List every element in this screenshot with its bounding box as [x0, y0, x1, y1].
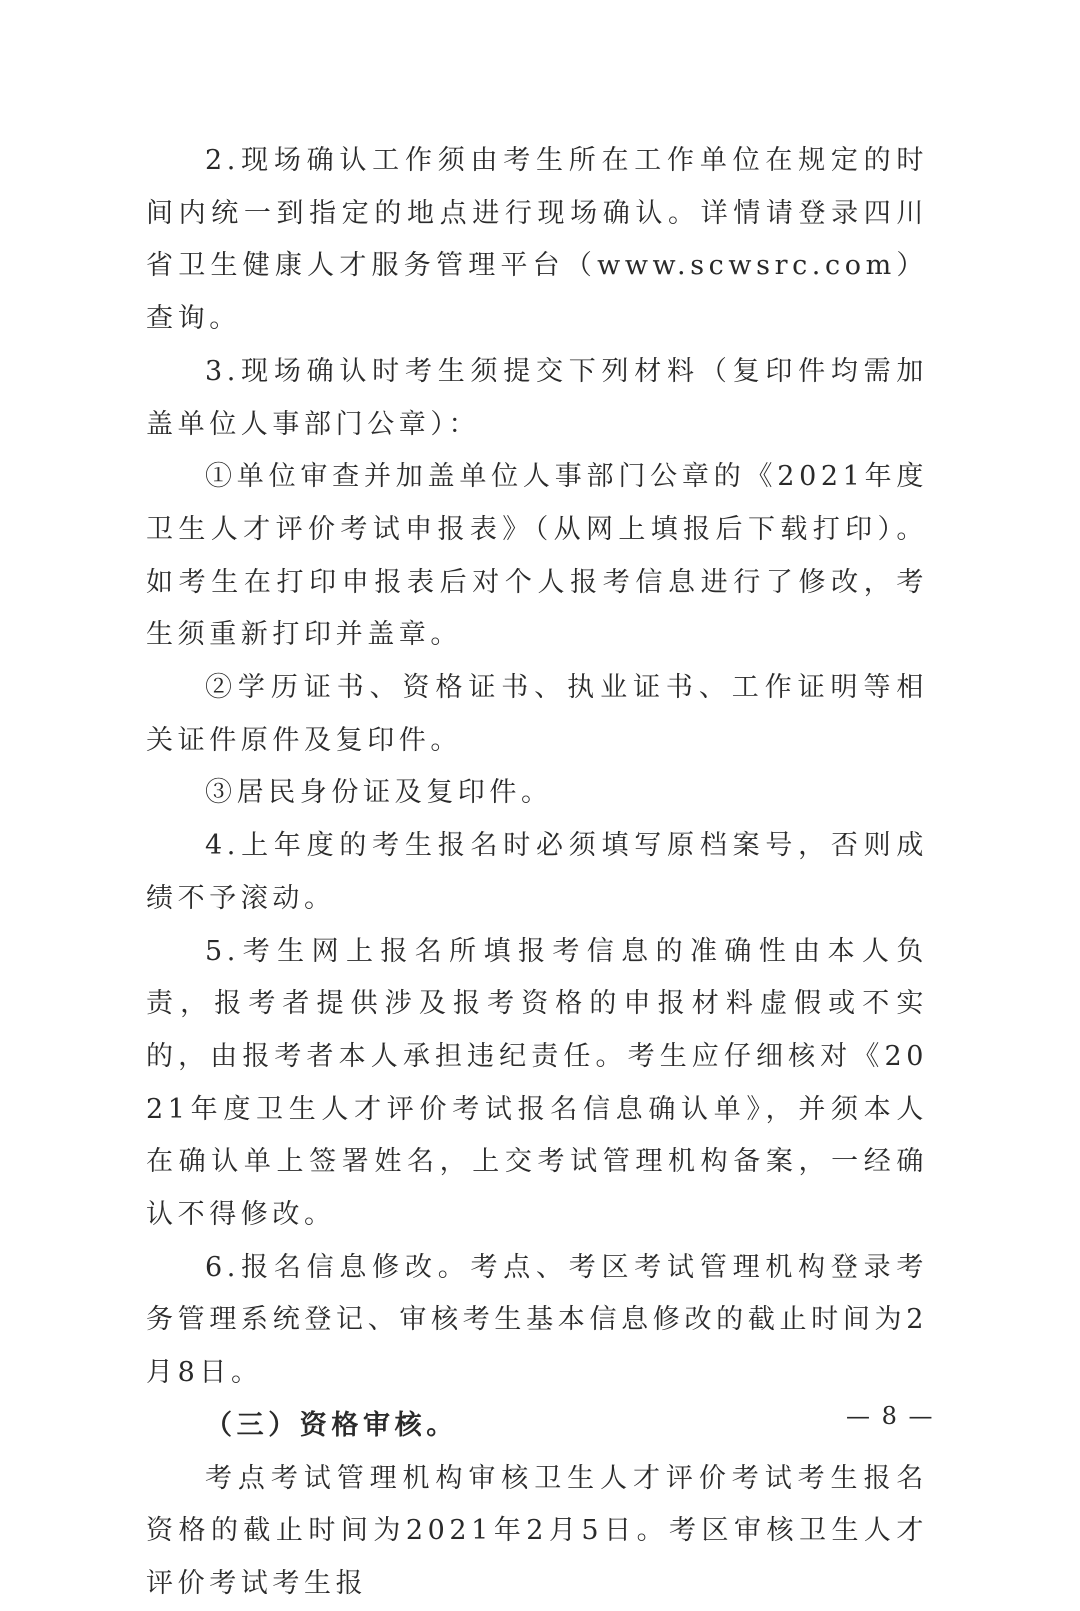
paragraph-site-confirmation: 2.现场确认工作须由考生所在工作单位在规定的时间内统一到指定的地点进行现场确认。详情请登录四川省卫生健康人才服务管理平台（www.scwsrc.com）查询。	[146, 145, 928, 335]
paragraph-review-deadline: 考点考试管理机构审核卫生人才评价考试考生报名资格的截止时间为2021年2月5日。考区审核卫生人才评价考试考生报	[146, 1462, 928, 1599]
paragraph-archive-number: 4.上年度的考生报名时必须填写原档案号，否则成绩不予滚动。	[146, 830, 928, 914]
paragraph-information-accuracy: 5.考生网上报名所填报考信息的准确性由本人负责，报考者提供涉及报考资格的申报材料虚假或不实的，由报考者本人承担违纪责任。考生应仔细核对《2021年度卫生人才评价考试报名信息确认单》，并须本人在确认单上签署姓名，上交考试管理机构备案，一经确认不得修改。	[146, 935, 928, 1231]
page-number: — 8 —	[846, 1402, 935, 1430]
section-heading-qualification-review: （三）资格审核。	[205, 1409, 458, 1441]
paragraph-item-id-card: ③居民身份证及复印件。	[205, 777, 553, 809]
document-page	[146, 135, 928, 1611]
paragraph-item-certificates: ②学历证书、资格证书、执业证书、工作证明等相关证件原件及复印件。	[146, 672, 928, 756]
paragraph-information-modification: 6.报名信息修改。考点、考区考试管理机构登录考务管理系统登记、审核考生基本信息修改的截止时间为2月8日。	[146, 1251, 928, 1389]
paragraph-item-application-form: ①单位审查并加盖单位人事部门公章的《2021年度卫生人才评价考试申报表》（从网上填报后下载打印）。如考生在打印申报表后对个人报考信息进行了修改，考生须重新打印并盖章。	[146, 461, 928, 651]
paragraph-required-materials: 3.现场确认时考生须提交下列材料（复印件均需加盖单位人事部门公章）：	[146, 355, 928, 440]
